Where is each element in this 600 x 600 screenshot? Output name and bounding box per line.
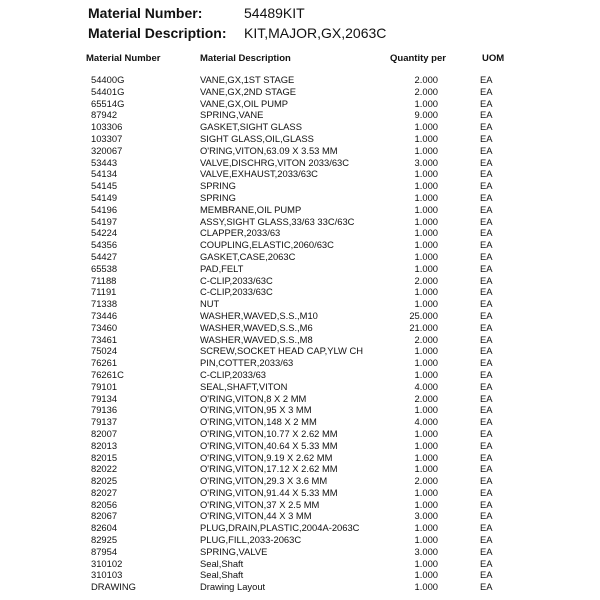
material-description-cell: O'RING,VITON,37 X 2.5 MM	[200, 498, 320, 510]
uom-cell: EA	[480, 132, 493, 144]
table-row	[0, 204, 600, 216]
quantity-cell: 2.000	[414, 274, 438, 286]
quantity-cell: 1.000	[414, 522, 438, 534]
quantity-cell: 1.000	[414, 168, 438, 180]
uom-cell: EA	[480, 357, 493, 369]
uom-cell: EA	[480, 85, 493, 97]
table-row	[0, 499, 600, 511]
material-description-cell: PAD,FELT	[200, 262, 244, 274]
material-description-cell: WASHER,WAVED,S.S.,M8	[200, 333, 313, 345]
quantity-cell: 1.000	[414, 345, 438, 357]
material-description-cell: O'RING,VITON,29.3 X 3.6 MM	[200, 475, 328, 487]
table-row	[0, 558, 600, 570]
material-description-cell: O'RING,VITON,91.44 X 5.33 MM	[200, 486, 338, 498]
uom-cell: EA	[480, 439, 493, 451]
quantity-cell: 1.000	[414, 427, 438, 439]
quantity-cell: 1.000	[414, 97, 438, 109]
uom-cell: EA	[480, 534, 493, 546]
material-number-cell: 79101	[91, 380, 118, 392]
table-row	[0, 416, 600, 428]
material-number-cell: 82027	[91, 486, 118, 498]
material-description-cell: O'RING,VITON,44 X 3 MM	[200, 510, 312, 522]
quantity-cell: 1.000	[414, 144, 438, 156]
uom-cell: EA	[480, 321, 493, 333]
table-row	[0, 440, 600, 452]
quantity-cell: 1.000	[414, 121, 438, 133]
material-description-cell: SCREW,SOCKET HEAD CAP,YLW CH	[200, 345, 364, 357]
material-description-value: KIT,MAJOR,GX,2063C	[244, 25, 387, 41]
material-number-cell: 73460	[91, 321, 118, 333]
material-number-cell: 65514G	[91, 97, 125, 109]
quantity-cell: 21.000	[409, 321, 438, 333]
material-description-cell: SIGHT GLASS,OIL,GLASS	[200, 132, 314, 144]
quantity-cell: 2.000	[414, 85, 438, 97]
material-number-cell: 54224	[91, 227, 118, 239]
quantity-cell: 1.000	[414, 286, 438, 298]
material-description-cell: O'RING,VITON,148 X 2 MM	[200, 416, 317, 428]
material-number-cell: 54145	[91, 180, 118, 192]
column-header-uom: UOM	[482, 53, 505, 64]
uom-cell: EA	[480, 510, 493, 522]
uom-cell: EA	[480, 286, 493, 298]
quantity-cell: 1.000	[414, 581, 438, 593]
material-number-label: Material Number:	[88, 5, 203, 21]
material-number-cell: 103307	[91, 132, 123, 144]
material-description-cell: VANE,GX,2ND STAGE	[200, 85, 297, 97]
material-number-cell: 87954	[91, 545, 118, 557]
material-description-cell: Drawing Layout	[200, 581, 266, 593]
table-row	[0, 145, 600, 157]
uom-cell: EA	[480, 309, 493, 321]
table-row	[0, 510, 600, 522]
quantity-cell: 1.000	[414, 191, 438, 203]
quantity-cell: 25.000	[409, 309, 438, 321]
quantity-cell: 1.000	[414, 451, 438, 463]
uom-cell: EA	[480, 144, 493, 156]
table-row	[0, 121, 600, 133]
uom-cell: EA	[480, 427, 493, 439]
material-description-cell: VANE,GX,1ST STAGE	[200, 74, 295, 85]
uom-cell: EA	[480, 463, 493, 475]
quantity-cell: 1.000	[414, 132, 438, 144]
table-row	[0, 463, 600, 475]
quantity-cell: 1.000	[414, 215, 438, 227]
quantity-cell: 1.000	[414, 486, 438, 498]
quantity-cell: 4.000	[414, 416, 438, 428]
material-description-cell: PLUG,FILL,2033-2063C	[200, 534, 302, 546]
uom-cell: EA	[480, 545, 493, 557]
uom-cell: EA	[480, 333, 493, 345]
material-description-cell: O'RING,VITON,10.77 X 2.62 MM	[200, 427, 338, 439]
material-number-cell: 54427	[91, 250, 118, 262]
table-row	[0, 251, 600, 263]
uom-cell: EA	[480, 557, 493, 569]
uom-cell: EA	[480, 180, 493, 192]
table-row	[0, 192, 600, 204]
material-description-cell: PLUG,DRAIN,PLASTIC,2004A-2063C	[200, 522, 360, 534]
material-number-cell: 79134	[91, 392, 118, 404]
material-number-cell: 82056	[91, 498, 118, 510]
uom-cell: EA	[480, 156, 493, 168]
material-number-cell: 54197	[91, 215, 118, 227]
quantity-cell: 1.000	[414, 439, 438, 451]
quantity-cell: 1.000	[414, 463, 438, 475]
material-number-cell: 82022	[91, 463, 118, 475]
material-number-cell: 320067	[91, 144, 123, 156]
table-row	[0, 393, 600, 405]
uom-cell: EA	[480, 569, 493, 581]
uom-cell: EA	[480, 191, 493, 203]
quantity-cell: 1.000	[414, 557, 438, 569]
uom-cell: EA	[480, 168, 493, 180]
material-number-cell: 54400G	[91, 74, 125, 85]
quantity-cell: 1.000	[414, 250, 438, 262]
materials-table-body	[0, 74, 600, 593]
material-description-cell: C-CLIP,2033/63C	[200, 286, 273, 298]
material-description-cell: VALVE,EXHAUST,2033/63C	[200, 168, 318, 180]
material-description-cell: SPRING,VANE	[200, 109, 264, 121]
material-number-cell: 310102	[91, 557, 123, 569]
material-number-cell: 82013	[91, 439, 118, 451]
material-number-cell: 54196	[91, 203, 118, 215]
table-row	[0, 109, 600, 121]
material-number-cell: 82067	[91, 510, 118, 522]
table-row	[0, 345, 600, 357]
table-row	[0, 452, 600, 464]
column-header-material-description: Material Description	[200, 53, 291, 64]
quantity-cell: 1.000	[414, 368, 438, 380]
material-description-cell: GASKET,CASE,2063C	[200, 250, 296, 262]
material-number-cell: 71191	[91, 286, 117, 298]
material-description-cell: O'RING,VITON,17.12 X 2.62 MM	[200, 463, 338, 475]
table-row	[0, 74, 600, 86]
quantity-cell: 1.000	[414, 203, 438, 215]
uom-cell: EA	[480, 274, 493, 286]
uom-cell: EA	[480, 215, 493, 227]
table-row	[0, 275, 600, 287]
quantity-cell: 2.000	[414, 74, 438, 85]
material-number-cell: 54356	[91, 239, 118, 251]
uom-cell: EA	[480, 581, 493, 593]
material-number-cell: 76261C	[91, 368, 124, 380]
uom-cell: EA	[480, 498, 493, 510]
material-description-cell: SEAL,SHAFT,VITON	[200, 380, 288, 392]
material-number-cell: 82604	[91, 522, 118, 534]
table-row	[0, 133, 600, 145]
material-description-cell: O'RING,VITON,8 X 2 MM	[200, 392, 307, 404]
quantity-cell: 1.000	[414, 569, 438, 581]
material-description-cell: ASSY,SIGHT GLASS,33/63 33C/63C	[200, 215, 355, 227]
table-row	[0, 428, 600, 440]
material-description-cell: O'RING,VITON,9.19 X 2.62 MM	[200, 451, 333, 463]
quantity-cell: 1.000	[414, 404, 438, 416]
material-number-cell: 54401G	[91, 85, 125, 97]
table-row	[0, 369, 600, 381]
table-row	[0, 581, 600, 593]
material-number-cell: 73446	[91, 309, 118, 321]
quantity-cell: 9.000	[414, 109, 438, 121]
uom-cell: EA	[480, 486, 493, 498]
quantity-cell: 1.000	[414, 239, 438, 251]
material-description-cell: O'RING,VITON,40.64 X 5.33 MM	[200, 439, 338, 451]
material-description-cell: O'RING,VITON,63.09 X 3.53 MM	[200, 144, 338, 156]
uom-cell: EA	[480, 109, 493, 121]
table-row	[0, 216, 600, 228]
quantity-cell: 1.000	[414, 498, 438, 510]
quantity-cell: 1.000	[414, 534, 438, 546]
uom-cell: EA	[480, 416, 493, 428]
quantity-cell: 3.000	[414, 510, 438, 522]
material-number-cell: 103306	[91, 121, 123, 133]
material-description-cell: GASKET,SIGHT GLASS	[200, 121, 302, 133]
quantity-cell: 2.000	[414, 333, 438, 345]
material-number-cell: 54149	[91, 191, 118, 203]
material-number-cell: 82025	[91, 475, 118, 487]
table-row	[0, 357, 600, 369]
uom-cell: EA	[480, 262, 493, 274]
material-number-cell: 54134	[91, 168, 118, 180]
uom-cell: EA	[480, 97, 493, 109]
quantity-cell: 2.000	[414, 475, 438, 487]
table-row	[0, 569, 600, 581]
material-number-cell: DRAWING	[91, 581, 136, 593]
material-description-cell: Seal,Shaft	[200, 569, 244, 581]
table-row	[0, 381, 600, 393]
material-number-cell: 82925	[91, 534, 118, 546]
material-number-cell: 79137	[91, 416, 118, 428]
column-header-quantity: Quantity per	[390, 53, 446, 64]
material-number-cell: 65538	[91, 262, 118, 274]
material-number-cell: 73461	[91, 333, 118, 345]
table-row	[0, 239, 600, 251]
uom-cell: EA	[480, 368, 493, 380]
uom-cell: EA	[480, 74, 493, 85]
table-row	[0, 322, 600, 334]
uom-cell: EA	[480, 451, 493, 463]
quantity-cell: 1.000	[414, 298, 438, 310]
material-number-cell: 82015	[91, 451, 118, 463]
material-description-label: Material Description:	[88, 25, 227, 41]
material-number-cell: 87942	[91, 109, 118, 121]
uom-cell: EA	[480, 392, 493, 404]
uom-cell: EA	[480, 522, 493, 534]
material-description-cell: CLAPPER,2033/63	[200, 227, 281, 239]
material-description-cell: VANE,GX,OIL PUMP	[200, 97, 289, 109]
material-number-cell: 76261	[91, 357, 118, 369]
material-description-cell: SPRING	[200, 180, 236, 192]
uom-cell: EA	[480, 250, 493, 262]
material-description-cell: C-CLIP,2033/63	[200, 368, 267, 380]
material-description-cell: COUPLING,ELASTIC,2060/63C	[200, 239, 334, 251]
table-row	[0, 487, 600, 499]
material-number-cell: 75024	[91, 345, 118, 357]
material-description-cell: C-CLIP,2033/63C	[200, 274, 273, 286]
material-description-cell: O'RING,VITON,95 X 3 MM	[200, 404, 312, 416]
material-number-cell: 79136	[91, 404, 118, 416]
material-number-cell: 82007	[91, 427, 118, 439]
table-row	[0, 180, 600, 192]
material-description-cell: SPRING	[200, 191, 236, 203]
material-number-cell: 71338	[91, 298, 118, 310]
quantity-cell: 1.000	[414, 227, 438, 239]
quantity-cell: 1.000	[414, 357, 438, 369]
table-row	[0, 98, 600, 110]
quantity-cell: 3.000	[414, 156, 438, 168]
table-row	[0, 227, 600, 239]
material-number-cell: 71188	[91, 274, 117, 286]
material-number-value: 54489KIT	[244, 5, 305, 21]
table-row	[0, 157, 600, 169]
uom-cell: EA	[480, 380, 493, 392]
material-description-cell: Seal,Shaft	[200, 557, 244, 569]
quantity-cell: 2.000	[414, 392, 438, 404]
quantity-cell: 1.000	[414, 180, 438, 192]
table-row	[0, 310, 600, 322]
quantity-cell: 4.000	[414, 380, 438, 392]
table-row	[0, 522, 600, 534]
material-number-cell: 53443	[91, 156, 118, 168]
quantity-cell: 1.000	[414, 262, 438, 274]
uom-cell: EA	[480, 475, 493, 487]
table-row	[0, 286, 600, 298]
table-row	[0, 168, 600, 180]
material-description-cell: WASHER,WAVED,S.S.,M10	[200, 309, 318, 321]
material-description-cell: WASHER,WAVED,S.S.,M6	[200, 321, 313, 333]
table-row	[0, 263, 600, 275]
table-row	[0, 475, 600, 487]
material-description-cell: SPRING,VALVE	[200, 545, 268, 557]
material-description-cell: VALVE,DISCHRG,VITON 2033/63C	[200, 156, 350, 168]
uom-cell: EA	[480, 298, 493, 310]
uom-cell: EA	[480, 227, 493, 239]
material-description-cell: MEMBRANE,OIL PUMP	[200, 203, 302, 215]
quantity-cell: 3.000	[414, 545, 438, 557]
material-description-cell: NUT	[200, 298, 220, 310]
material-description-cell: PIN,COTTER,2033/63	[200, 357, 294, 369]
table-row	[0, 298, 600, 310]
uom-cell: EA	[480, 121, 493, 133]
table-row	[0, 86, 600, 98]
table-row	[0, 546, 600, 558]
uom-cell: EA	[480, 345, 493, 357]
table-row	[0, 334, 600, 346]
table-row	[0, 404, 600, 416]
material-number-cell: 310103	[91, 569, 123, 581]
uom-cell: EA	[480, 239, 493, 251]
uom-cell: EA	[480, 203, 493, 215]
uom-cell: EA	[480, 404, 493, 416]
column-header-material-number: Material Number	[86, 53, 161, 64]
table-row	[0, 534, 600, 546]
